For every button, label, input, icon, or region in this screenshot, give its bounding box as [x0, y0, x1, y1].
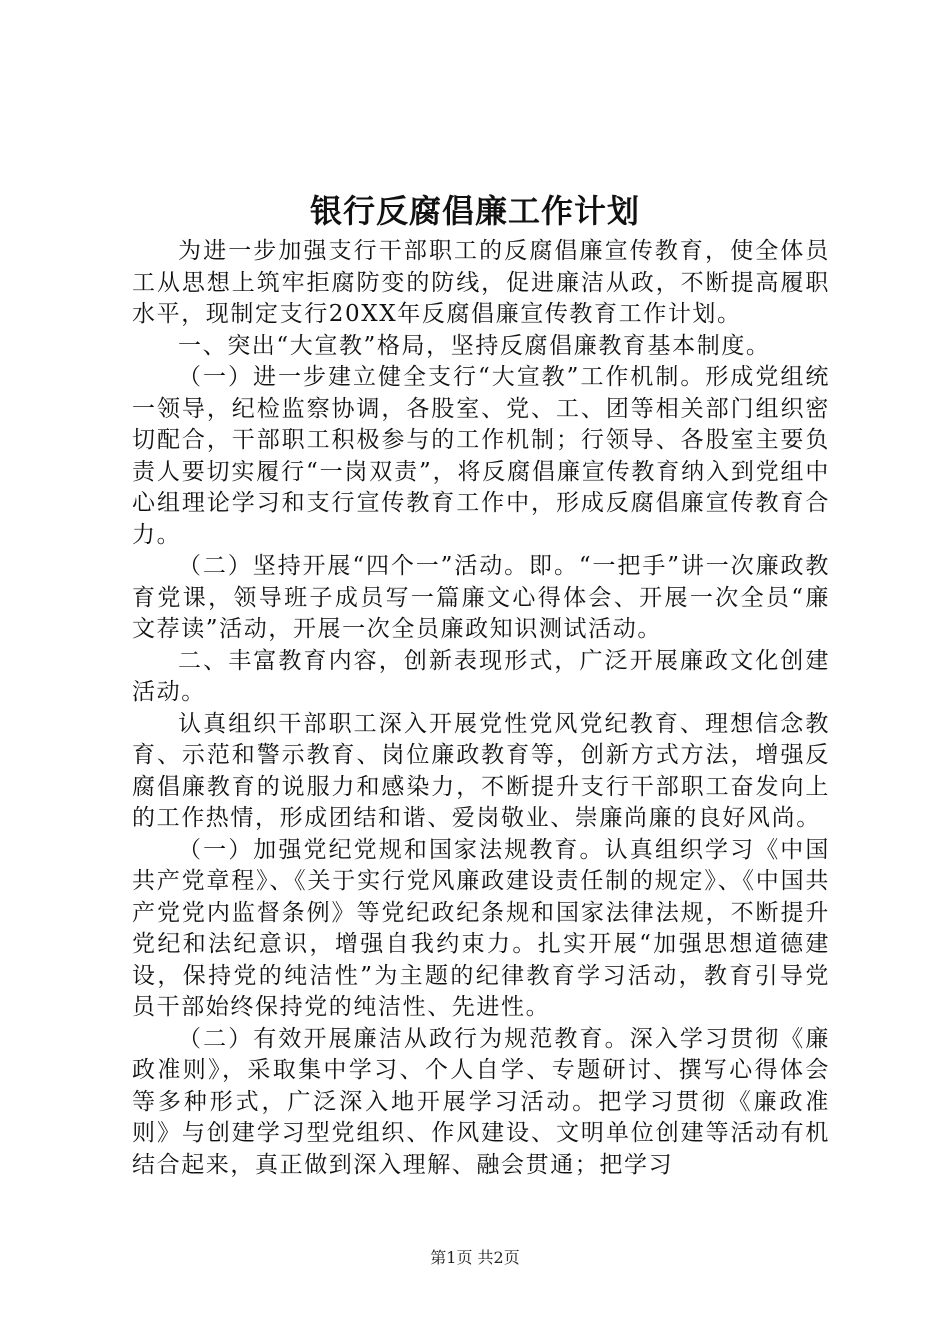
paragraph: （二）有效开展廉洁从政行为规范教育。深入学习贯彻《廉政准则》，采取集中学习、个人自学、专题研讨、撰写心得体会等多种形式，广泛深入地开展学习活动。把学习贯彻《廉政准则》与创建学习型党组织、作风建设、文明单位创建等活动有机结合起来，真正做到深入理解、融会贯通；把学习	[132, 1025, 830, 1178]
paragraph: 为进一步加强支行干部职工的反腐倡廉宣传教育，使全体员工从思想上筑牢拒腐防变的防线，促进廉洁从政，不断提高履职水平，现制定支行20XX年反腐倡廉宣传教育工作计划。	[132, 238, 830, 327]
paragraph: （二）坚持开展“四个一”活动。即。“一把手”讲一次廉政教育党课，领导班子成员写一篇廉文心得体会、开展一次全员“廉文荐读”活动，开展一次全员廉政知识测试活动。	[132, 553, 830, 642]
document-body	[132, 236, 830, 1181]
paragraph: 认真组织干部职工深入开展党性党风党纪教育、理想信念教育、示范和警示教育、岗位廉政教育等，创新方式方法，增强反腐倡廉教育的说服力和感染力，不断提升支行干部职工奋发向上的工作热情，形成团结和谐、爱岗敬业、崇廉尚廉的良好风尚。	[132, 710, 830, 831]
document-title: 银行反腐倡廉工作计划	[309, 192, 640, 230]
section-heading: 二、丰富教育内容，创新表现形式，广泛开展廉政文化创建活动。	[132, 647, 830, 705]
paragraph: （一）进一步建立健全支行“大宣教”工作机制。形成党组统一领导，纪检监察协调，各股室、党、工、团等相关部门组织密切配合，干部职工积极参与的工作机制；行领导、各股室主要负责人要切实履行“一岗双责”，将反腐倡廉宣传教育纳入到党组中心组理论学习和支行宣传教育工作中，形成反腐倡廉宣传教育合力。	[132, 364, 830, 548]
paragraph: （一）加强党纪党规和国家法规教育。认真组织学习《中国共产党章程》、《关于实行党风廉政建设责任制的规定》、《中国共产党党内监督条例》等党纪政纪条规和国家法律法规，不断提升党纪和法纪意识，增强自我约束力。扎实开展“加强思想道德建设，保持党的纯洁性”为主题的纪律教育学习活动，教育引导党员干部始终保持党的纯洁性、先进性。	[132, 836, 830, 1020]
page-footer: 第1页 共2页	[430, 1248, 520, 1267]
section-heading: 一、突出“大宣教”格局，坚持反腐倡廉教育基本制度。	[178, 332, 771, 359]
